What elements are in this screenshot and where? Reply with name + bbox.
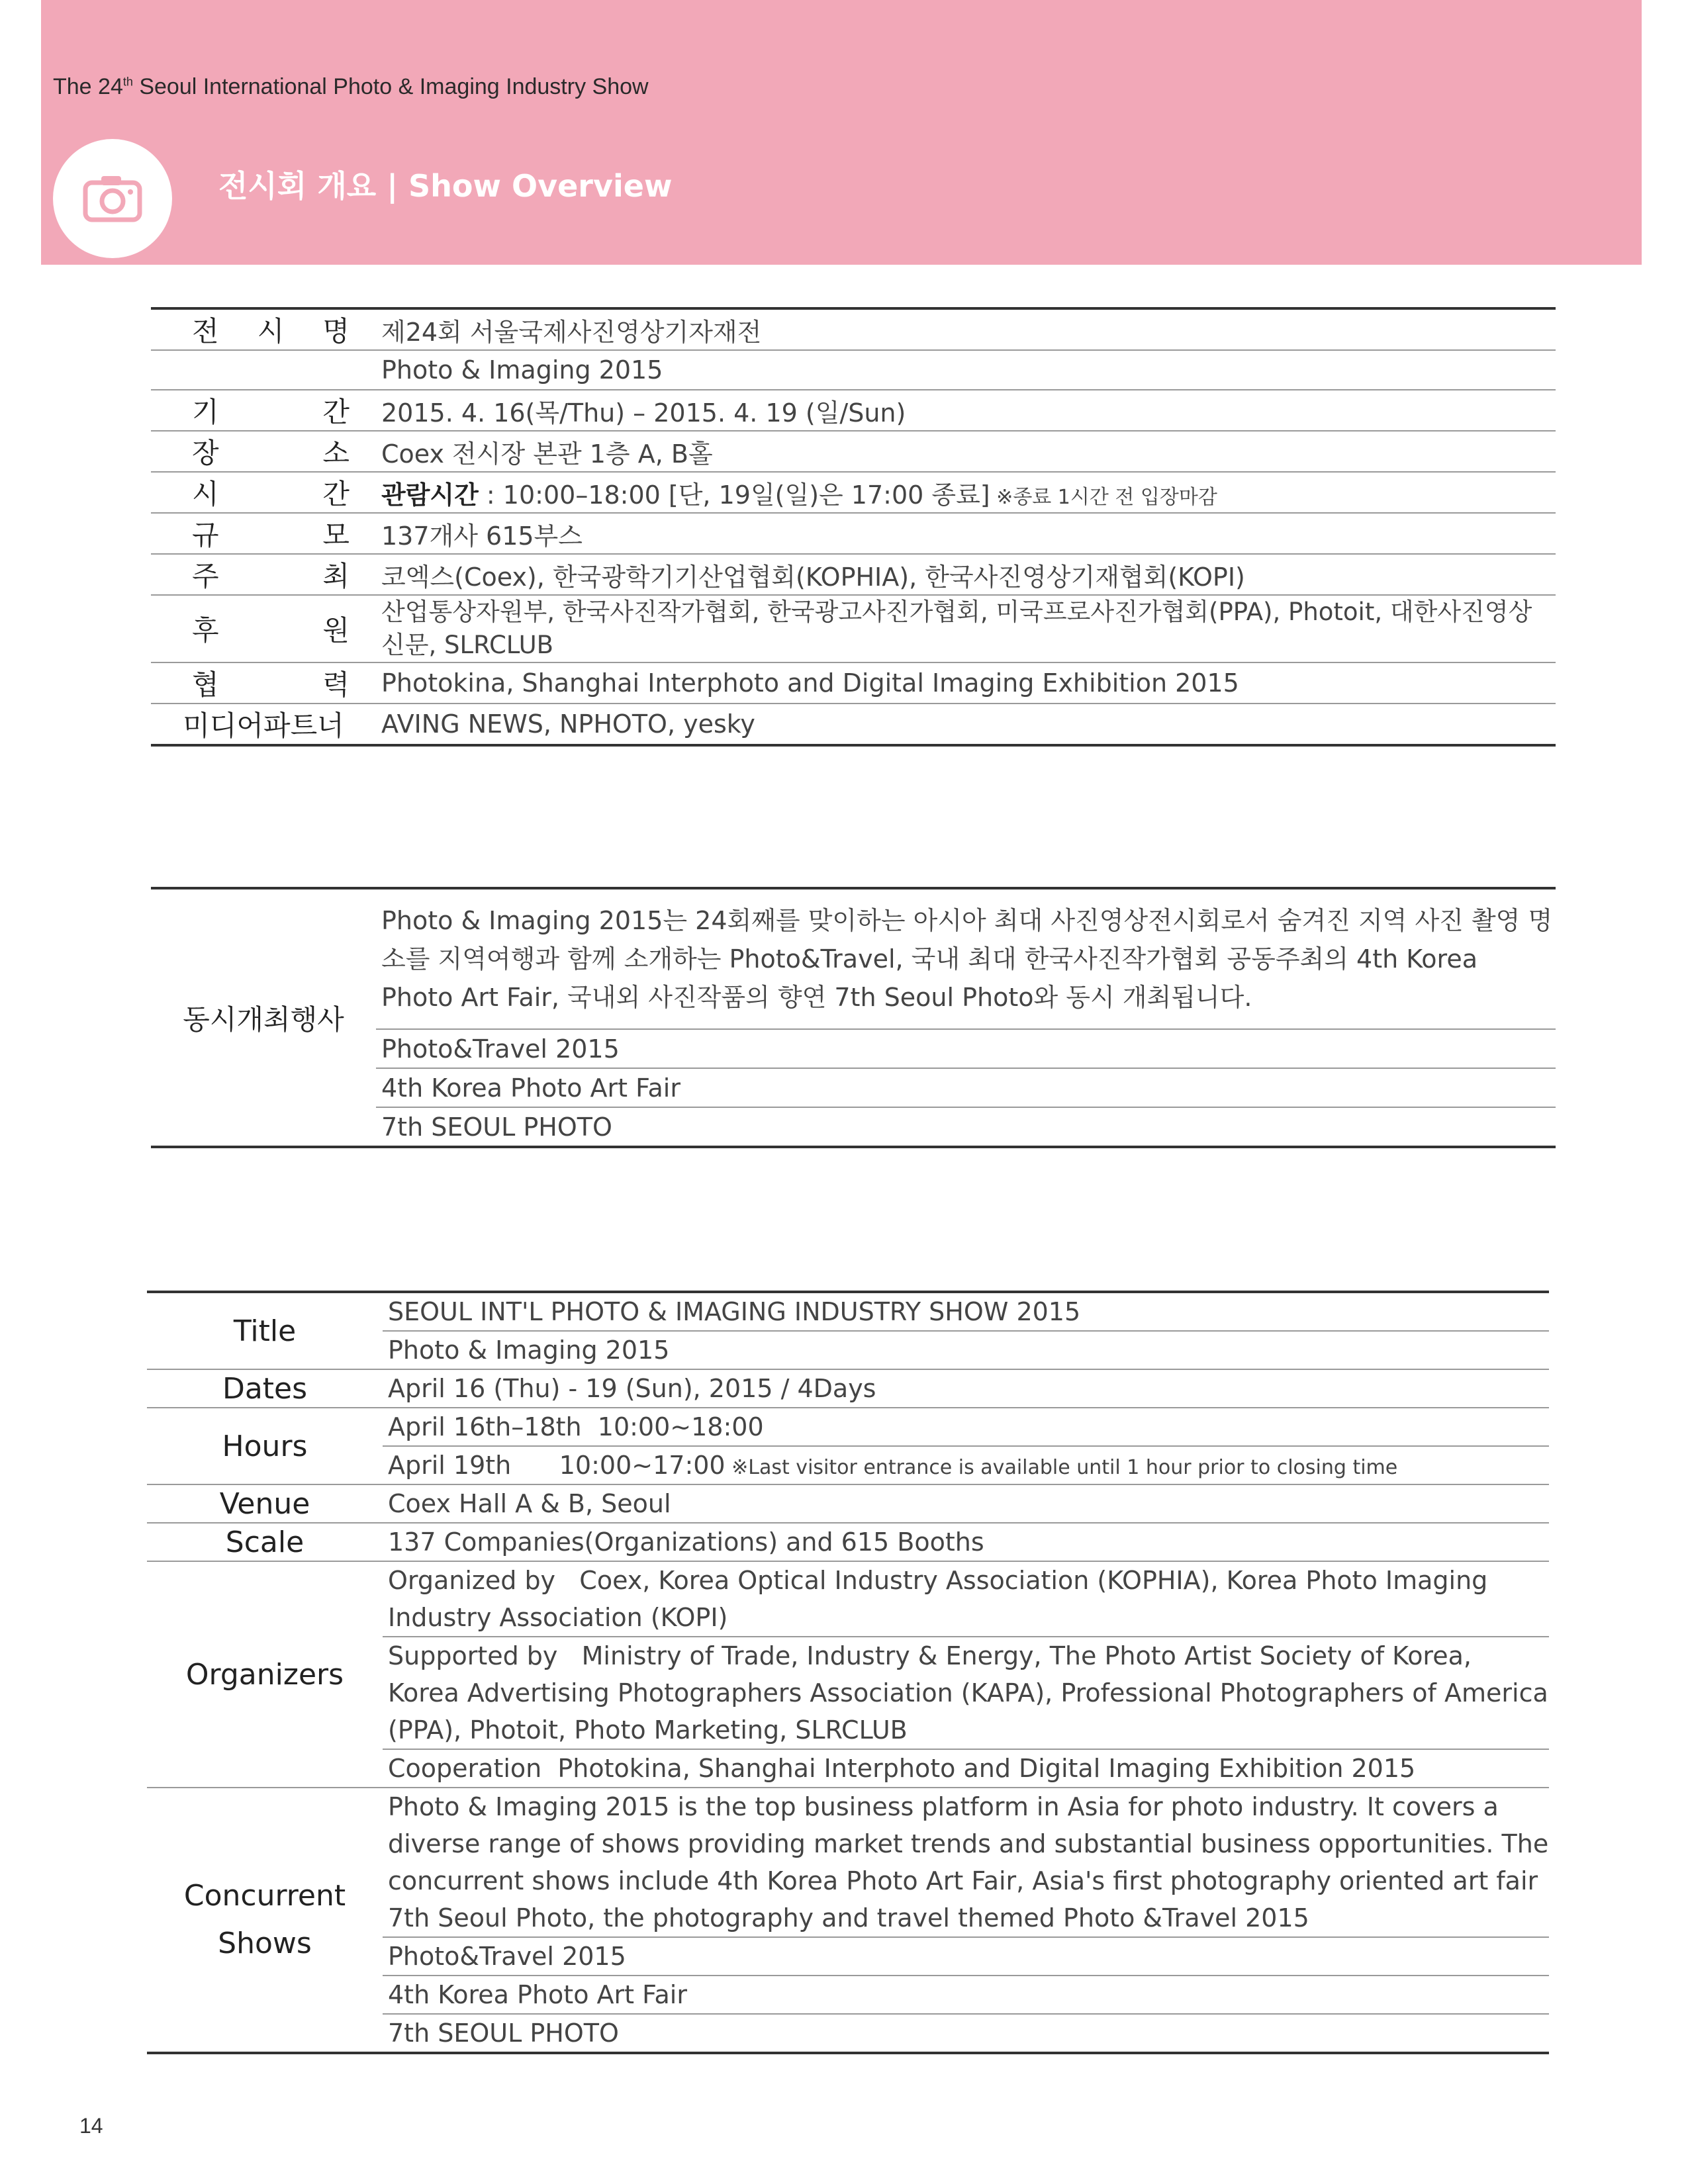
camera-icon-badge	[53, 139, 172, 258]
row-value: Photo & Imaging 2015	[376, 350, 1556, 390]
dates-value: April 16 (Thu) - 19 (Sun), 2015 / 4Days	[383, 1369, 1549, 1408]
table-row	[151, 513, 1556, 554]
table-row	[147, 1484, 1549, 1523]
english-overview-table	[147, 1291, 1556, 2054]
camera-icon	[83, 172, 142, 224]
venue-label: Venue	[147, 1484, 383, 1523]
organized-by: Organized by Coex, Korea Optical Industry Association (KOPHIA), Korea Photo Imaging Industry Association (KOPI)	[383, 1561, 1549, 1637]
page-header-band	[41, 0, 1642, 265]
row-value: 관람시간 : 10:00–18:00 [단, 19일(일)은 17:00 종료] ※종료 1시간 전 입장마감	[376, 472, 1556, 513]
cooperation: Cooperation Photokina, Shanghai Interphoto and Digital Imaging Exhibition 2015	[383, 1749, 1549, 1788]
concurrent-event: 7th SEOUL PHOTO	[388, 2019, 619, 2048]
hours-label: Hours	[147, 1408, 383, 1484]
scale-value: 137 Companies(Organizations) and 615 Booths	[383, 1523, 1549, 1561]
table-row	[151, 595, 1556, 662]
concurrent-event: Photo&Travel 2015	[376, 1029, 1556, 1068]
concurrent-events-kr-table	[151, 887, 1556, 1148]
row-value: Photokina, Shanghai Interphoto and Digital Imaging Exhibition 2015	[376, 662, 1556, 704]
row-value: 코엑스(Coex), 한국광학기기산업협회(KOPHIA), 한국사진영상기재협회(KOPI)	[376, 554, 1556, 595]
row-value: 산업통상자원부, 한국사진작가협회, 한국광고사진가협회, 미국프로사진가협회(PPA), Photoit, 대한사진영상신문, SLRCLUB	[376, 595, 1556, 662]
concurrent-event: 4th Korea Photo Art Fair	[383, 1976, 1549, 2014]
table-row	[151, 472, 1556, 513]
concurrent-event: Photo&Travel 2015	[383, 1937, 1549, 1976]
table-row	[151, 888, 1556, 1029]
organizers-label: Organizers	[147, 1561, 383, 1788]
row-label: 후 원	[192, 614, 350, 647]
row-label: 장 소	[192, 437, 350, 469]
concurrent-description: Photo & Imaging 2015 is the top business platform in Asia for photo industry. It covers a diverse range of shows providing market trends and substantial business opportunities. The concurrent shows include 4th Korea Photo Art Fair, Asia's first photography oriented art fair 7th Seoul Photo, the photography and travel themed Photo &Travel 2015	[383, 1788, 1549, 1937]
row-label: 협 력	[192, 668, 350, 701]
concurrent-kr-description: Photo & Imaging 2015는 24회째를 맞이하는 아시아 최대 사진영상전시회로서 숨겨진 지역 사진 촬영 명소를 지역여행과 함께 소개하는 Photo&Travel, 국내 최대 한국사진작가협회 공동주최의 4th Korea Photo Art Fair, 국내외 사진작품의 향연 7th Seoul Photo와 동시 개최됩니다.	[376, 888, 1556, 1029]
table-row	[151, 704, 1556, 745]
title-label: Title	[147, 1292, 383, 1369]
table-row	[147, 1408, 1549, 1446]
row-label: 전 시 명	[192, 315, 350, 347]
venue-value: Coex Hall A & B, Seoul	[383, 1484, 1549, 1523]
hours-value: April 16th–18th 10:00~18:00	[383, 1408, 1549, 1446]
row-label: 미디어파트너	[183, 709, 344, 742]
table-row	[147, 1292, 1549, 1331]
table-row	[151, 554, 1556, 595]
korean-overview-table	[151, 307, 1556, 747]
table-row	[147, 1561, 1549, 1637]
page-number: 14	[79, 2114, 103, 2138]
hours-value: April 19th 10:00~17:00 ※Last visitor entrance is available until 1 hour prior to closing time	[383, 1446, 1549, 1484]
scale-label: Scale	[147, 1523, 383, 1561]
table-row	[151, 308, 1556, 350]
table-row	[151, 662, 1556, 704]
table-row	[151, 431, 1556, 472]
section-title: 전시회 개요 | Show Overview	[218, 168, 673, 204]
row-label: 시 간	[192, 478, 350, 510]
title-value: Photo & Imaging 2015	[383, 1331, 1549, 1369]
row-label: 기 간	[192, 396, 350, 428]
row-label: 규 모	[192, 519, 350, 551]
supported-by: Supported by Ministry of Trade, Industry & Energy, The Photo Artist Society of Korea, Korea Advertising Photographers Association (KAPA), Professional Photographers of America (PPA), Photoit, Photo Marketing, SLRCLUB	[383, 1637, 1549, 1749]
table-row	[151, 390, 1556, 431]
row-value: 137개사 615부스	[376, 513, 1556, 554]
title-value: SEOUL INT'L PHOTO & IMAGING INDUSTRY SHOW 2015	[383, 1292, 1549, 1331]
row-value: 제24회 서울국제사진영상기자재전	[376, 308, 1556, 350]
table-row	[147, 1788, 1549, 1937]
row-value: 2015. 4. 16(목/Thu) – 2015. 4. 19 (일/Sun)	[376, 390, 1556, 431]
table-row	[151, 350, 1556, 390]
row-value: Coex 전시장 본관 1층 A, B홀	[376, 431, 1556, 472]
dates-label: Dates	[147, 1369, 383, 1408]
concurrent-event: 4th Korea Photo Art Fair	[376, 1068, 1556, 1107]
concurrent-label: Concurrent Shows	[147, 1788, 383, 2053]
concurrent-event: 7th SEOUL PHOTO	[381, 1112, 612, 1142]
row-value: AVING NEWS, NPHOTO, yesky	[381, 709, 755, 739]
show-title-line: The 24th Seoul International Photo & Imaging Industry Show	[53, 74, 649, 99]
table-row	[147, 1369, 1549, 1408]
concurrent-kr-label: 동시개최행사	[183, 1003, 344, 1036]
row-label: 주 최	[192, 560, 350, 592]
table-row	[147, 1523, 1549, 1561]
